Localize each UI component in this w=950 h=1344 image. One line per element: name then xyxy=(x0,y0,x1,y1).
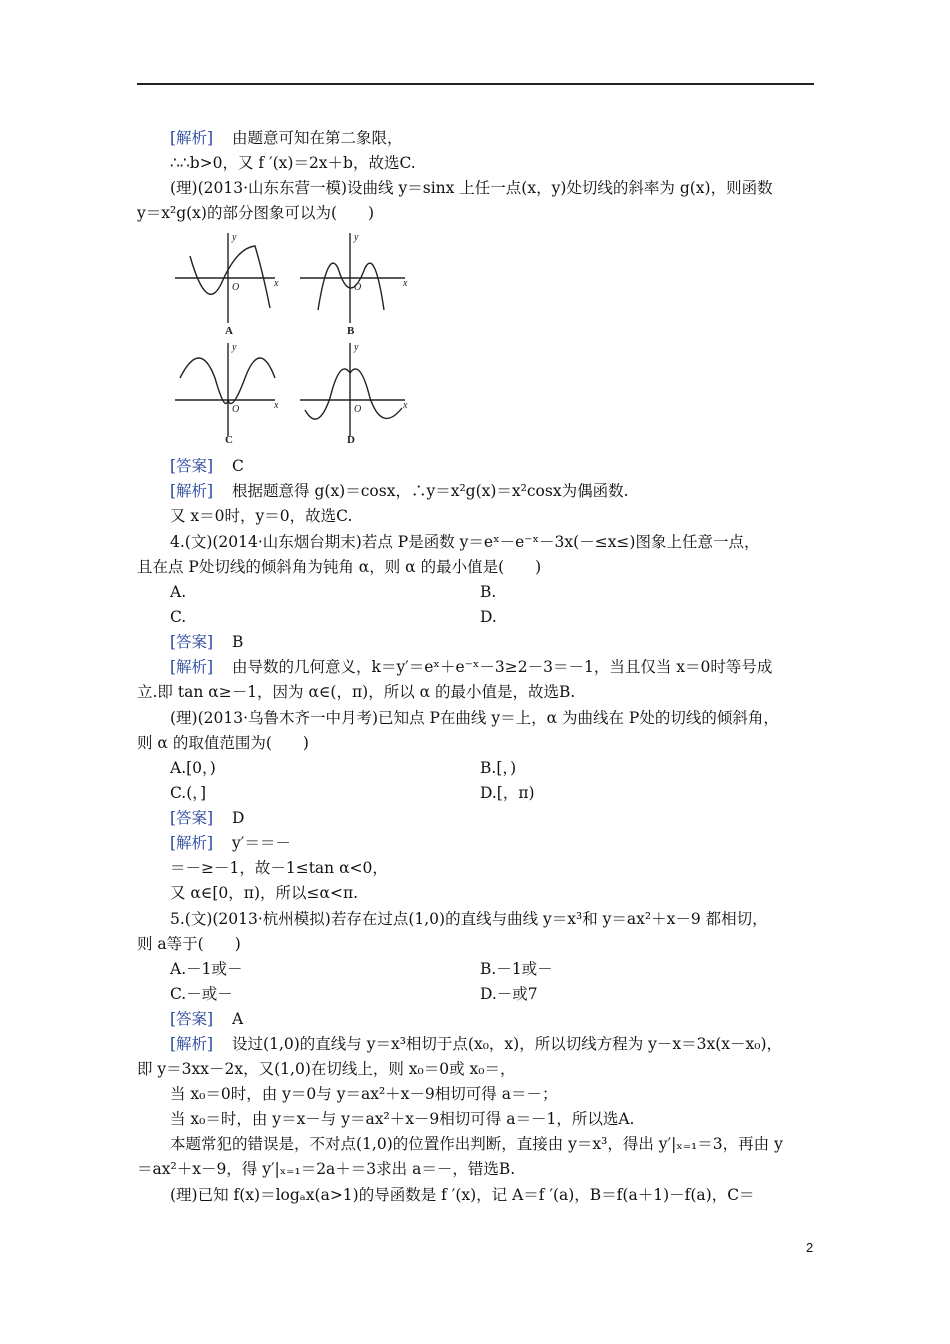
analysis-line: [解析] 由导数的几何意义，k＝y′＝eˣ＋e⁻ˣ－3≥2－3＝－1，当且仅当 x＝0时等号成 xyxy=(170,658,773,676)
question-line: (理)已知 f(x)＝logₐx(a>1)的导函数是 f ′(x)，记 A＝f ′(a)，B＝f(a＋1)－f(a)，C＝ xyxy=(170,1186,755,1204)
question-line: (理)(2013·乌鲁木齐一中月考)已知点 P在曲线 y＝上，α 为曲线在 P处的切线的倾斜角， xyxy=(170,709,779,727)
answer-line: [答案] C xyxy=(170,457,244,475)
question-line: 则 α 的取值范围为( ) xyxy=(137,734,309,752)
text-line: 当 x₀＝时，由 y＝x－与 y＝ax²＋x－9相切可得 a＝－1，所以选A. xyxy=(170,1110,635,1128)
origin-label: O xyxy=(232,404,240,415)
answer-line: [答案] B xyxy=(170,633,244,651)
text-line: 本题常犯的错误是，不对点(1,0)的位置作出判断，直接由 y＝x³，得出 y′|ₓ₌₁＝3，再由 y xyxy=(170,1135,783,1153)
header-rule xyxy=(137,83,814,85)
question-line: 且在点 P处切线的倾斜角为钝角 α，则 α 的最小值是( ) xyxy=(137,558,542,576)
analysis-line: [解析] 根据题意得 g(x)＝cosx，∴y＝x²g(x)＝x²cosx为偶函数. xyxy=(170,482,629,500)
text-line: ＝ax²＋x－9，得 y′|ₓ₌₁＝2a＋＝3求出 a＝－，错选B. xyxy=(137,1160,516,1178)
option-d: D.－或7 xyxy=(480,985,538,1003)
option-c: C. xyxy=(170,608,187,626)
analysis-line-1: [解析] 由题意可知在第二象限， xyxy=(170,129,403,147)
axis-label-y: y xyxy=(232,232,237,243)
axis-label-x: x xyxy=(274,400,279,411)
panel-label-c: C xyxy=(225,434,233,446)
axis-label-y: y xyxy=(354,232,359,243)
origin-label: O xyxy=(354,282,362,293)
option-c: C.－或－ xyxy=(170,985,233,1003)
option-b: B.－1或－ xyxy=(480,960,553,978)
analysis-label: [解析] xyxy=(170,129,214,147)
panel-label-b: B xyxy=(347,325,355,337)
question-line: (理)(2013·山东东营一模)设曲线 y＝sinx 上任一点(x，y)处切线的斜率为 g(x)，则函数 xyxy=(170,179,773,197)
option-c: C.(，] xyxy=(170,784,207,802)
analysis-line: [解析] y′＝＝－ xyxy=(170,834,291,852)
panel-label-d: D xyxy=(347,434,355,446)
text-line: 即 y＝3xx－2x，又(1,0)在切线上，则 x₀＝0或 x₀＝， xyxy=(137,1060,516,1078)
question-line: y＝x²g(x)的部分图象可以为( ) xyxy=(137,204,375,222)
answer-line: [答案] D xyxy=(170,809,245,827)
question-line: 5.(文)(2013·杭州模拟)若存在过点(1,0)的直线与曲线 y＝x³和 y＝ax²＋x－9 都相切， xyxy=(170,910,768,928)
question-line: 则 a等于( ) xyxy=(137,935,241,953)
option-d: D.[，π) xyxy=(480,784,535,802)
origin-label: O xyxy=(354,404,362,415)
panel-label-a: A xyxy=(225,325,233,337)
option-a: A.－1或－ xyxy=(170,960,243,978)
text-line: ＝－≥－1，故－1≤tan α<0， xyxy=(170,859,388,877)
axis-label-x: x xyxy=(403,400,408,411)
text-line: 立.即 tan α≥－1，因为 α∈(，π)，所以 α 的最小值是，故选B. xyxy=(137,683,576,701)
text-line: 又 α∈[0，π)，所以≤α<π. xyxy=(170,884,359,902)
axis-label-x: x xyxy=(274,278,279,289)
question-line: 4.(文)(2014·山东烟台期末)若点 P是函数 y＝eˣ－e⁻ˣ－3x(－≤x≤)图象上任意一点， xyxy=(170,533,760,551)
option-b: B. xyxy=(480,583,497,601)
option-a: A.[0，) xyxy=(170,759,216,777)
page-number: 2 xyxy=(806,1240,814,1255)
option-b: B.[，) xyxy=(480,759,517,777)
analysis-line: [解析] 设过(1,0)的直线与 y＝x³相切于点(x₀，x)，所以切线方程为 y－x＝3x(x－x₀)， xyxy=(170,1035,783,1053)
origin-label: O xyxy=(232,282,240,293)
axis-label-y: y xyxy=(354,342,359,353)
text-line: 当 x₀＝0时，由 y＝0与 y＝ax²＋x－9相切可得 a＝－； xyxy=(170,1085,558,1103)
text-line: 又 x＝0时，y＝0，故选C. xyxy=(170,507,353,525)
option-d: D. xyxy=(480,608,497,626)
text-line: ∴∴b>0，又 f ′(x)＝2x＋b，故选C. xyxy=(170,154,416,172)
option-a: A. xyxy=(170,583,187,601)
axis-label-y: y xyxy=(232,342,237,353)
axis-label-x: x xyxy=(403,278,408,289)
graph-options-figure xyxy=(170,228,420,448)
answer-line: [答案] A xyxy=(170,1010,244,1028)
